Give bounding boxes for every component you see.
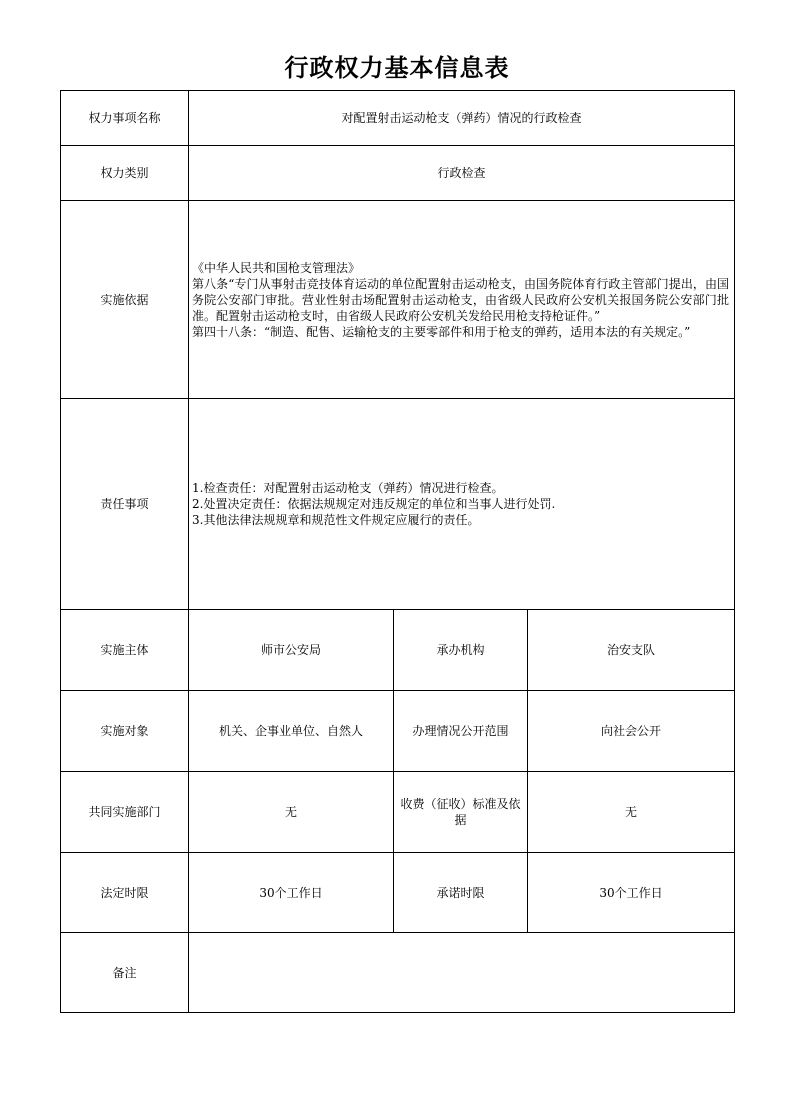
promised-time-limit-label: 承诺时限 (394, 853, 528, 933)
subject-value: 师市公安局 (189, 610, 394, 691)
basis-label: 实施依据 (61, 201, 189, 399)
duty-item-2: 2.处置决定责任：依据法规规定对违反规定的单位和当事人进行处罚. (192, 497, 556, 511)
fee-standard-value: 无 (528, 772, 735, 853)
fee-standard-label: 收费（征收）标准及依据 (394, 772, 528, 853)
info-table (60, 90, 735, 1013)
duty-item-3: 3.其他法律法规规章和规范性文件规定应履行的责任。 (192, 513, 480, 527)
row-joint (61, 772, 735, 853)
remarks-value (189, 933, 735, 1013)
disclosure-scope-label: 办理情况公开范围 (394, 691, 528, 772)
power-name-label: 权力事项名称 (61, 91, 189, 146)
basis-article-48: 第四十八条：“制造、配售、运输枪支的主要零部件和用于枪支的弹药，适用本法的有关规定。” (192, 324, 691, 339)
basis-law-title: 《中华人民共和国枪支管理法》 (192, 260, 361, 275)
organizer-label: 承办机构 (394, 610, 528, 691)
legal-time-limit-label: 法定时限 (61, 853, 189, 933)
row-duties (61, 399, 735, 610)
duty-item-1: 1.检查责任：对配置射击运动枪支（弹药）情况进行检查。 (192, 481, 504, 495)
joint-dept-value: 无 (189, 772, 394, 853)
duties-content (189, 399, 735, 610)
row-time-limit (61, 853, 735, 933)
organizer-value: 治安支队 (528, 610, 735, 691)
page-title: 行政权力基本信息表 (284, 53, 510, 82)
disclosure-scope-value: 向社会公开 (528, 691, 735, 772)
basis-article-8: 第八条“专门从事射击竞技体育运动的单位配置射击运动枪支，由国务院体育行政主管部门提出，由国务院公安部门审批。营业性射击场配置射击运动枪支，由省级人民政府公安机关报国务院公安部门批准。配置射击运动枪支时，由省级人民政府公安机关发给民用枪支持枪证件。” (192, 276, 730, 323)
basis-content (189, 201, 735, 399)
subject-label: 实施主体 (61, 610, 189, 691)
target-label: 实施对象 (61, 691, 189, 772)
row-subject (61, 610, 735, 691)
power-type-label: 权力类别 (61, 146, 189, 201)
legal-time-limit-value: 30个工作日 (189, 853, 394, 933)
row-power-type (61, 146, 735, 201)
row-power-name (61, 91, 735, 146)
joint-dept-label: 共同实施部门 (61, 772, 189, 853)
power-type-value: 行政检查 (189, 146, 735, 201)
duties-label: 责任事项 (61, 399, 189, 610)
remarks-label: 备注 (61, 933, 189, 1013)
target-value: 机关、企事业单位、自然人 (189, 691, 394, 772)
row-target (61, 691, 735, 772)
row-remarks (61, 933, 735, 1013)
power-name-value: 对配置射击运动枪支（弹药）情况的行政检查 (189, 91, 735, 146)
row-basis (61, 201, 735, 399)
promised-time-limit-value: 30个工作日 (528, 853, 735, 933)
